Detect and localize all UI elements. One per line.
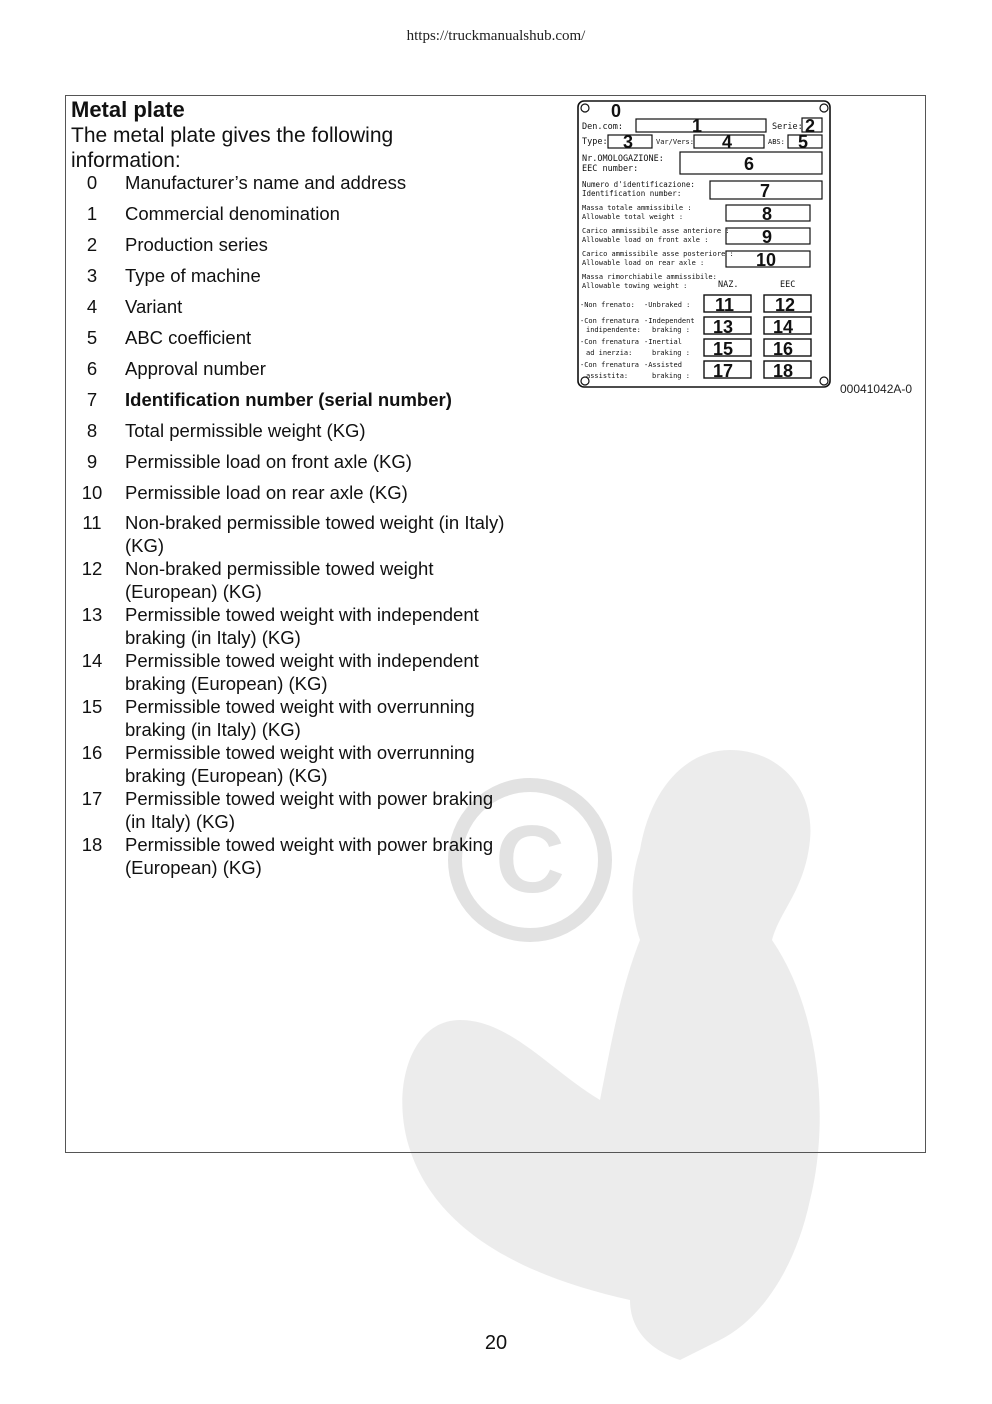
item-number: 15: [81, 696, 103, 717]
plate-label-type: Type:: [582, 137, 608, 147]
item-text: Permissible load on rear axle (KG): [125, 482, 408, 503]
plate-callout-17: 17: [713, 361, 734, 381]
source-url[interactable]: https://truckmanualshub.com/: [406, 28, 586, 44]
plate-label-inerzia: ad inerzia:: [586, 349, 633, 357]
item-text: Permissible towed weight with independent braking (in Italy) (KG): [125, 604, 479, 648]
plate-label-braking-2: braking :: [652, 349, 690, 357]
plate-label-braking-1: braking :: [652, 326, 690, 334]
item-text: Production series: [125, 234, 268, 255]
item-number: 13: [81, 604, 103, 625]
item-number: 1: [86, 203, 98, 224]
item-text: Permissible load on front axle (KG): [125, 451, 412, 472]
item-number: 3: [86, 265, 98, 286]
item-text: Permissible towed weight with overrunning braking (in Italy) (KG): [125, 696, 475, 740]
item-number: 5: [86, 327, 98, 348]
plate-label-omolog: Nr.OMOLOGAZIONE:: [582, 154, 664, 164]
item-number: 2: [86, 234, 98, 255]
item-number: 6: [86, 358, 98, 379]
plate-label-carico-ant: Carico ammissibile asse anteriore :: [582, 227, 730, 235]
plate-label-assistita: assistita:: [586, 372, 629, 380]
plate-label-carico-post: Carico ammissibile asse posteriore :: [582, 250, 734, 258]
plate-callout-1: 1: [692, 116, 703, 136]
plate-label-massa-rim: Massa rimorchiabile ammissibile:: [582, 273, 717, 281]
plate-label-allowable-towing: Allowable towing weight :: [582, 282, 688, 290]
plate-label-abs: ABS:: [768, 138, 785, 146]
item-number: 10: [81, 482, 103, 503]
plate-label-allowable-total: Allowable total weight :: [582, 213, 684, 221]
plate-label-serie: Serie:: [772, 122, 803, 132]
plate-label-inertial: -Inertial: [644, 338, 682, 346]
plate-callout-3: 3: [623, 132, 634, 152]
section-title: Metal plate: [71, 97, 185, 122]
plate-label-indipendente: indipendente:: [586, 326, 641, 334]
plate-callout-12: 12: [775, 295, 796, 315]
plate-callout-10: 10: [756, 250, 777, 270]
item-text: ABC coefficient: [125, 327, 252, 348]
plate-callout-2: 2: [805, 116, 816, 136]
item-number: 18: [81, 834, 103, 855]
item-text: Commercial denomination: [125, 203, 340, 224]
item-number: 14: [81, 650, 103, 671]
plate-label-eec: EEC: [780, 280, 796, 290]
plate-label-id-number: Identification number:: [582, 189, 682, 198]
item-number: 4: [86, 296, 98, 317]
plate-label-numero-id: Numero d'identificazione:: [582, 180, 695, 189]
item-text: Identification number (serial number): [125, 389, 452, 410]
plate-label-den-com: Den.com:: [582, 122, 623, 132]
plate-label-eec-number: EEC number:: [582, 164, 639, 174]
item-text: Permissible towed weight with independent braking (European) (KG): [125, 650, 479, 694]
plate-callout-18: 18: [773, 361, 794, 381]
plate-label-unbraked: -Unbraked :: [644, 301, 691, 309]
figure-reference: 00041042A-0: [840, 382, 913, 396]
item-text: Non-braked permissible towed weight (in Italy) (KG): [125, 512, 505, 556]
item-text: Variant: [125, 296, 183, 317]
item-number: 7: [86, 389, 98, 410]
item-number: 12: [81, 558, 103, 579]
item-number: 11: [82, 512, 102, 533]
item-text: Non-braked permissible towed weight (European) (KG): [125, 558, 434, 602]
plate-label-braking-3: braking :: [652, 372, 690, 380]
plate-callout-11: 11: [715, 295, 735, 315]
plate-label-con-frenatura-1: -Con frenatura: [580, 317, 640, 325]
metal-plate-diagram: [576, 99, 834, 391]
plate-label-allowable-front: Allowable load on front axle :: [582, 236, 709, 244]
plate-callout-15: 15: [713, 339, 734, 359]
item-text: Permissible towed weight with overrunning braking (European) (KG): [125, 742, 475, 786]
plate-label-naz: NAZ.: [718, 280, 739, 290]
item-number: 9: [86, 451, 98, 472]
item-number: 8: [86, 420, 98, 441]
item-text: Total permissible weight (KG): [125, 420, 366, 441]
plate-callout-14: 14: [773, 317, 794, 337]
plate-callout-6: 6: [744, 154, 755, 174]
item-text: Permissible towed weight with power braking (in Italy) (KG): [125, 788, 494, 832]
item-number: 16: [81, 742, 103, 763]
plate-label-assisted: -Assisted: [644, 361, 682, 369]
plate-callout-9: 9: [762, 227, 773, 247]
item-text: Approval number: [125, 358, 266, 379]
plate-callout-7: 7: [760, 181, 771, 201]
item-text: Type of machine: [125, 265, 261, 286]
plate-label-con-frenatura-2: -Con frenatura: [580, 338, 640, 346]
section-intro: The metal plate gives the following information:: [71, 124, 394, 172]
plate-label-independent: -Independent: [644, 317, 695, 325]
plate-callout-13: 13: [713, 317, 734, 337]
plate-label-var: Var/Vers:: [656, 138, 694, 146]
plate-label-massa-totale: Massa totale ammissibile :: [582, 204, 692, 212]
item-number: 0: [86, 172, 98, 193]
item-text: Permissible towed weight with power braking (European) (KG): [125, 834, 494, 878]
plate-callout-0: 0: [611, 101, 622, 121]
plate-label-con-frenatura-3: -Con frenatura: [580, 361, 640, 369]
plate-callout-4: 4: [722, 132, 733, 152]
item-text: Manufacturer’s name and address: [125, 172, 407, 193]
plate-callout-16: 16: [773, 339, 794, 359]
plate-label-non-frenato: -Non frenato:: [580, 301, 635, 309]
plate-label-allowable-rear: Allowable load on rear axle :: [582, 259, 705, 267]
plate-callout-8: 8: [762, 204, 773, 224]
plate-callout-5: 5: [798, 132, 809, 152]
page-number: 20: [484, 1332, 508, 1354]
svg-text:C: C: [495, 806, 565, 913]
item-number: 17: [81, 788, 103, 809]
